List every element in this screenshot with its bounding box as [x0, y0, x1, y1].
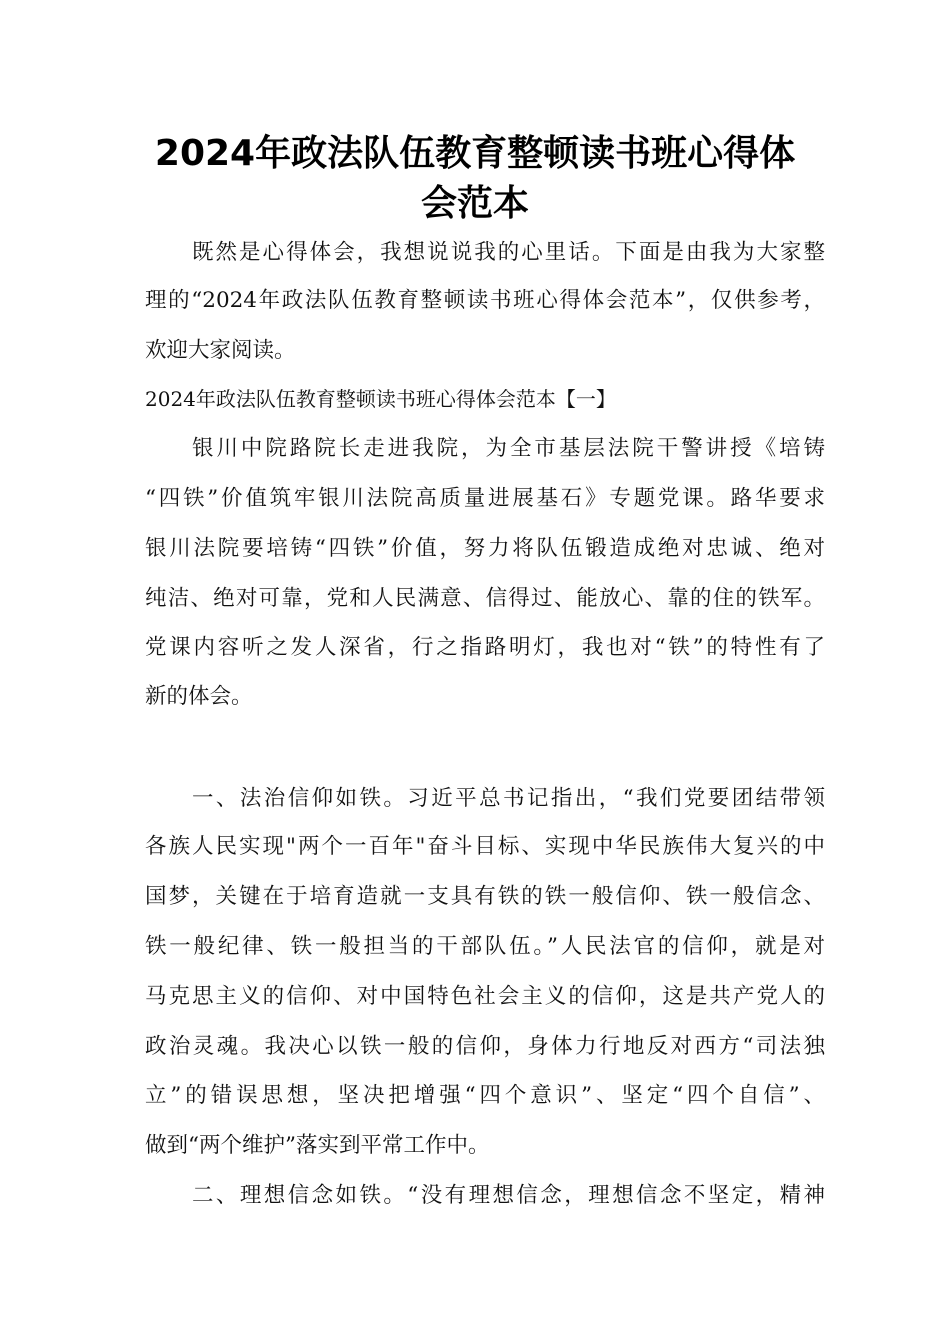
paragraph-line: 一、法治信仰如铁。习近平总书记指出，“我们党要团结带领 — [192, 786, 825, 811]
paragraph-line: 银川中院路院长走进我院，为全市基层法院干警讲授《培铸 — [192, 436, 825, 461]
paragraph-line: 党课内容听之发人深省，行之指路明灯，我也对“铁”的特性有了 — [145, 635, 825, 660]
paragraph-line: 纯洁、绝对可靠，党和人民满意、信得过、能放心、靠的住的铁军。 — [145, 586, 825, 611]
paragraph-line: 二、理想信念如铁。“没有理想信念，理想信念不坚定，精神 — [192, 1183, 825, 1208]
intro-line: 既然是心得体会，我想说说我的心里话。下面是由我为大家整 — [192, 240, 825, 265]
paragraph-line: 国梦，关键在于培育造就一支具有铁的铁一般信仰、铁一般信念、 — [145, 884, 825, 909]
paragraph-line: 政治灵魂。我决心以铁一般的信仰，身体力行地反对西方“司法独 — [145, 1034, 825, 1059]
paragraph-line: 银川法院要培铸“四铁”价值，努力将队伍锻造成绝对忠诚、绝对 — [145, 536, 825, 561]
paragraph-line: 做到“两个维护”落实到平常工作中。 — [145, 1133, 490, 1158]
document-title-line-2: 会范本 — [420, 183, 529, 224]
intro-line: 理的“2024年政法队伍教育整顿读书班心得体会范本”，仅供参考， — [145, 288, 825, 313]
paragraph-line: 新的体会。 — [145, 684, 253, 709]
document-title-line-1: 2024年政法队伍教育整顿读书班心得体 — [154, 133, 796, 174]
intro-line: 欢迎大家阅读。 — [145, 338, 296, 363]
paragraph-line: “四铁”价值筑牢银川法院高质量进展基石》专题党课。路华要求 — [145, 486, 825, 511]
paragraph-line: 马克思主义的信仰、对中国特色社会主义的信仰，这是共产党人的 — [145, 984, 825, 1009]
paragraph-line: 各族人民实现"两个一百年"奋斗目标、实现中华民族伟大复兴的中 — [145, 834, 825, 859]
paragraph-line: 立”的错误思想，坚决把增强“四个意识”、坚定“四个自信”、 — [145, 1083, 825, 1108]
section-heading: 2024年政法队伍教育整顿读书班心得体会范本【一】 — [145, 387, 616, 411]
paragraph-line: 铁一般纪律、铁一般担当的干部队伍。”人民法官的信仰，就是对 — [145, 934, 825, 959]
